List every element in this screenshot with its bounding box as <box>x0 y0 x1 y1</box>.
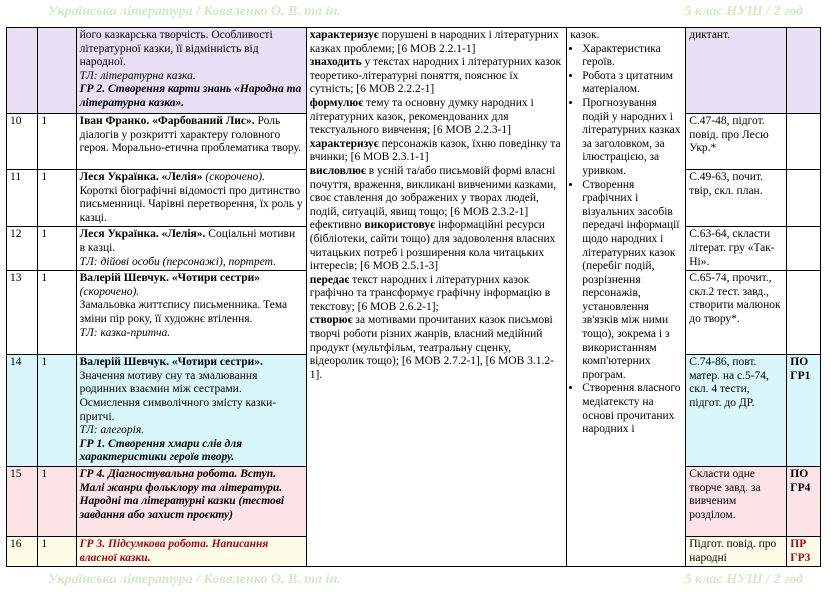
footer-right: 5 клас НУШ / 2 год <box>684 572 803 587</box>
row-hours <box>38 28 76 114</box>
row-group <box>787 28 821 114</box>
row-topic: Леся Українка. «Лелія». Соціальні мотиви в казці. ТЛ: дійові особи (персонажі), портрет. <box>76 227 306 271</box>
row-topic: Валерій Шевчук. «Чотири сестри» (скорочено). Замальовка життєпису письменника. Тема зміни пір року, її художнє втілення. ТЛ: казка-притча. <box>76 271 306 355</box>
row-topic: ГР 3. Підсумкова робота. Написання власної казки. <box>76 537 306 567</box>
row-topic: Валерій Шевчук. «Чотири сестри». Значення мотиву сну та змалювання родинних взаємин між сестрами. Осмислення символічного змісту казки-притчі. ТЛ: алегорія. ГР 1. Створення хмари слів для характеристики героїв твору. <box>76 355 306 467</box>
list-item: • Створення графічних і візуальних засобів передачі інформації щодо народних і літературних казок (перебіг подій, розрізнення персонажів, установлення зв'язків між ними тощо), зокрема і з використанням комп'ютерних програм. <box>582 179 682 383</box>
list-item: • Створення власного медіатексту на основі прочитаних народних і <box>582 382 682 436</box>
activities-list <box>570 43 682 437</box>
row-topic: ГР 4. Діагностувальна робота. Вступ. Малі жанри фольклору та літератури. Народні та літературні казки (тестові завдання або захист проєкту) <box>76 467 306 537</box>
list-item: • Характеристика героїв. <box>582 43 682 70</box>
page-footer <box>0 568 831 592</box>
row-topic: Леся Українка. «Лелія» (скорочено). Короткі біографічні відомості про дитинство письменниці. Чарівні перетворення, їх роль у казці. <box>76 170 306 227</box>
row-topic: його казкарська творчість. Особливості літературної казки, її відмінність від народної. ТЛ: літературна казка. ГР 2. Створення карти знань «Народна та літературна казка». <box>76 28 306 114</box>
header-right: 5 клас НУШ / 2 год <box>684 4 803 19</box>
row-topic: Іван Франко. «Фарбований Лис». Роль діалогів у розкритті характеру головного героя. Морально-етична проблематика твору. <box>76 114 306 170</box>
header-left: Українська література / Коваленко О. В. та ін. <box>48 4 341 19</box>
row-homework: диктант. <box>686 28 787 114</box>
activities-cell: казок. • Характеристика героїв. • Робота з цитатним матеріалом. • Прогнозування подій у народних і літературних казках за заголовком, за ілюстрацією, за уривком. • Створення графічних і візуальних засобів передачі інформації щодо народних і літературних казок (перебіг подій, розрізнення персонажів, установлення зв'язків між ними тощо), зокрема і з використанням комп'ютерних програм. • Створення власного медіатексту на основі прочитаних народних і <box>567 28 686 567</box>
learning-outcomes-cell: характеризує порушені в народних і літературних казках проблеми; [6 МОВ 2.2.1-1] знаходить у текстах народних і літературних казок теоретико-літературні поняття, пояснює їх сутність; [6 МОВ 2.2.2-1] формулює тему та основну думку народних і літературних казок, рекомендованих для текстуального вивчення; [6 МОВ 2.2.3-1] характеризує персонажів казок, їхню поведінку та вчинки; [6 МОВ 2.3.1-1] висловлює в усній та/або письмовій формі власні почуття, враження, викликані вивченими казками, своє ставлення до зображених у творах людей, подій, ситуацій, явищ тощо; [6 МОВ 2.3.2-1] ефективно використовує інформаційні ресурси (бібліотеки, сайти тощо) для задоволення власних читацьких потреб і розширення кола читацьких інтересів; [6 МОВ 2.5.1-3] передає текст народних і літературних казок графічно та трансформує графічну інформацію в текстову; [6 МОВ 2.6.2-1]; створює за мотивами прочитаних казок письмові творчі роботи різних жанрів, власний медійний продукт (мультфільм, театральну сценку, відеоролик тощо); [6 МОВ 2.7.2-1], [6 МОВ 3.1.2-1]. <box>306 28 566 567</box>
page-header <box>0 0 831 24</box>
footer-left: Українська література / Коваленко О. В. та ін. <box>48 572 341 587</box>
list-item: • Прогнозування подій у народних і літературних казках за заголовком, за ілюстрацією, за уривком. <box>582 97 682 179</box>
list-item: • Робота з цитатним матеріалом. <box>582 70 682 97</box>
curriculum-table: його казкарська творчість. Особливості літературної казки, її відмінність від народної. ТЛ: літературна казка. ГР 2. Створення карти знань «Народна та літературна казка». характеризує порушені в народних і літературних казках проблеми; [6 МОВ 2.2.1-1] знаходить у текстах народних і літературних казок теоретико-літературні поняття, пояснює їх сутність; [6 МОВ 2.2.2-1] формулює тему та основну думку народних і літературних казок, рекомендованих для текстуального вивчення; [6 МОВ 2.2.3-1] характеризує персонажів казок, їхню поведінку та вчинки; [6 МОВ 2.3.1-1] висловлює в усній та/або письмовій формі власні почуття, враження, викликані вивченими казками, своє ставлення до зображених у творах людей, подій, ситуацій, явищ тощо; [6 МОВ 2.3.2-1] ефективно використовує інформаційні ресурси (бібліотеки, сайти тощо) для задоволення власних читацьких потреб і розширення кола читацьких інтересів; [6 МОВ 2.5.1-3] передає текст народних і літературних казок графічно та трансформує графічну інформацію в текстову; [6 МОВ 2.6.2-1]; створює за мотивами прочитаних казок письмові творчі роботи різних жанрів, власний медійний продукт (мультфільм, театральну сценку, відеоролик тощо); [6 МОВ 2.7.2-1], [6 МОВ 3.1.2-1]. казок. • Характеристика героїв. • Робота з цитатним матеріалом. • Прогнозування подій у народних і літературних казках за заголовком, за ілюстрацією, за уривком. • Створення графічних і візуальних засобів передачі інформації щодо народних і літературних казок (перебіг подій, розрізнення персонажів, установлення зв'язків між ними тощо), зокрема і з використанням комп'ютерних програм. • Створення власного медіатексту на основі прочитаних народних і диктант. 10 1 Іван Франко. «Фарбований Лис». Роль діалогів у розкритті характеру головного героя. Морально-етична проблематика твору. С.47-48, підгот. повід. про Лесю Укр.* 11 1 Леся Українка. «Лелія» (скорочено). Короткі біографічні відомості про дитинство письменниці. Чарівні перетворення, їх роль у казці. С.49-63, почит. твір, скл. план. 12 1 Леся Українка. «Лелія». Соціальні мотиви в казці. ТЛ: дійові особи (персонажі), портрет. С.63-64, скласти літерат. гру «Так-Ні». 13 1 Валерій Шевчук. «Чотири сестри» (скорочено). Замальовка життєпису письменника. Тема зміни пір року, її художнє втілення. ТЛ: казка-притча. С.65-74, прочит., скл.2 тест. завд., створити малюнок до твору*. 14 1 Валерій Шевчук. «Чотири сестри». Значення мотиву сну та змалювання родинних взаємин між сестрами. Осмислення символічного змісту казки-притчі. ТЛ: алегорія. ГР 1. Створення хмари слів для характеристики героїв твору. С.74-86, повт. матер. на с.5-74, скл. 4 тести, підгот. до ДР. ПО ГР1 15 1 ГР 4. Діагностувальна робота. Вступ. Малі жанри фольклору та літератури. Народні та літературні казки (тестові завдання або захист проєкту) Скласти одне творче завд. за вивченим розділом. ПО ГР4 16 1 ГР 3. Підсумкова робота. Написання власної казки. Підгот. повід. про народні ПР ГР3 <box>6 27 821 567</box>
row-num <box>7 28 38 114</box>
